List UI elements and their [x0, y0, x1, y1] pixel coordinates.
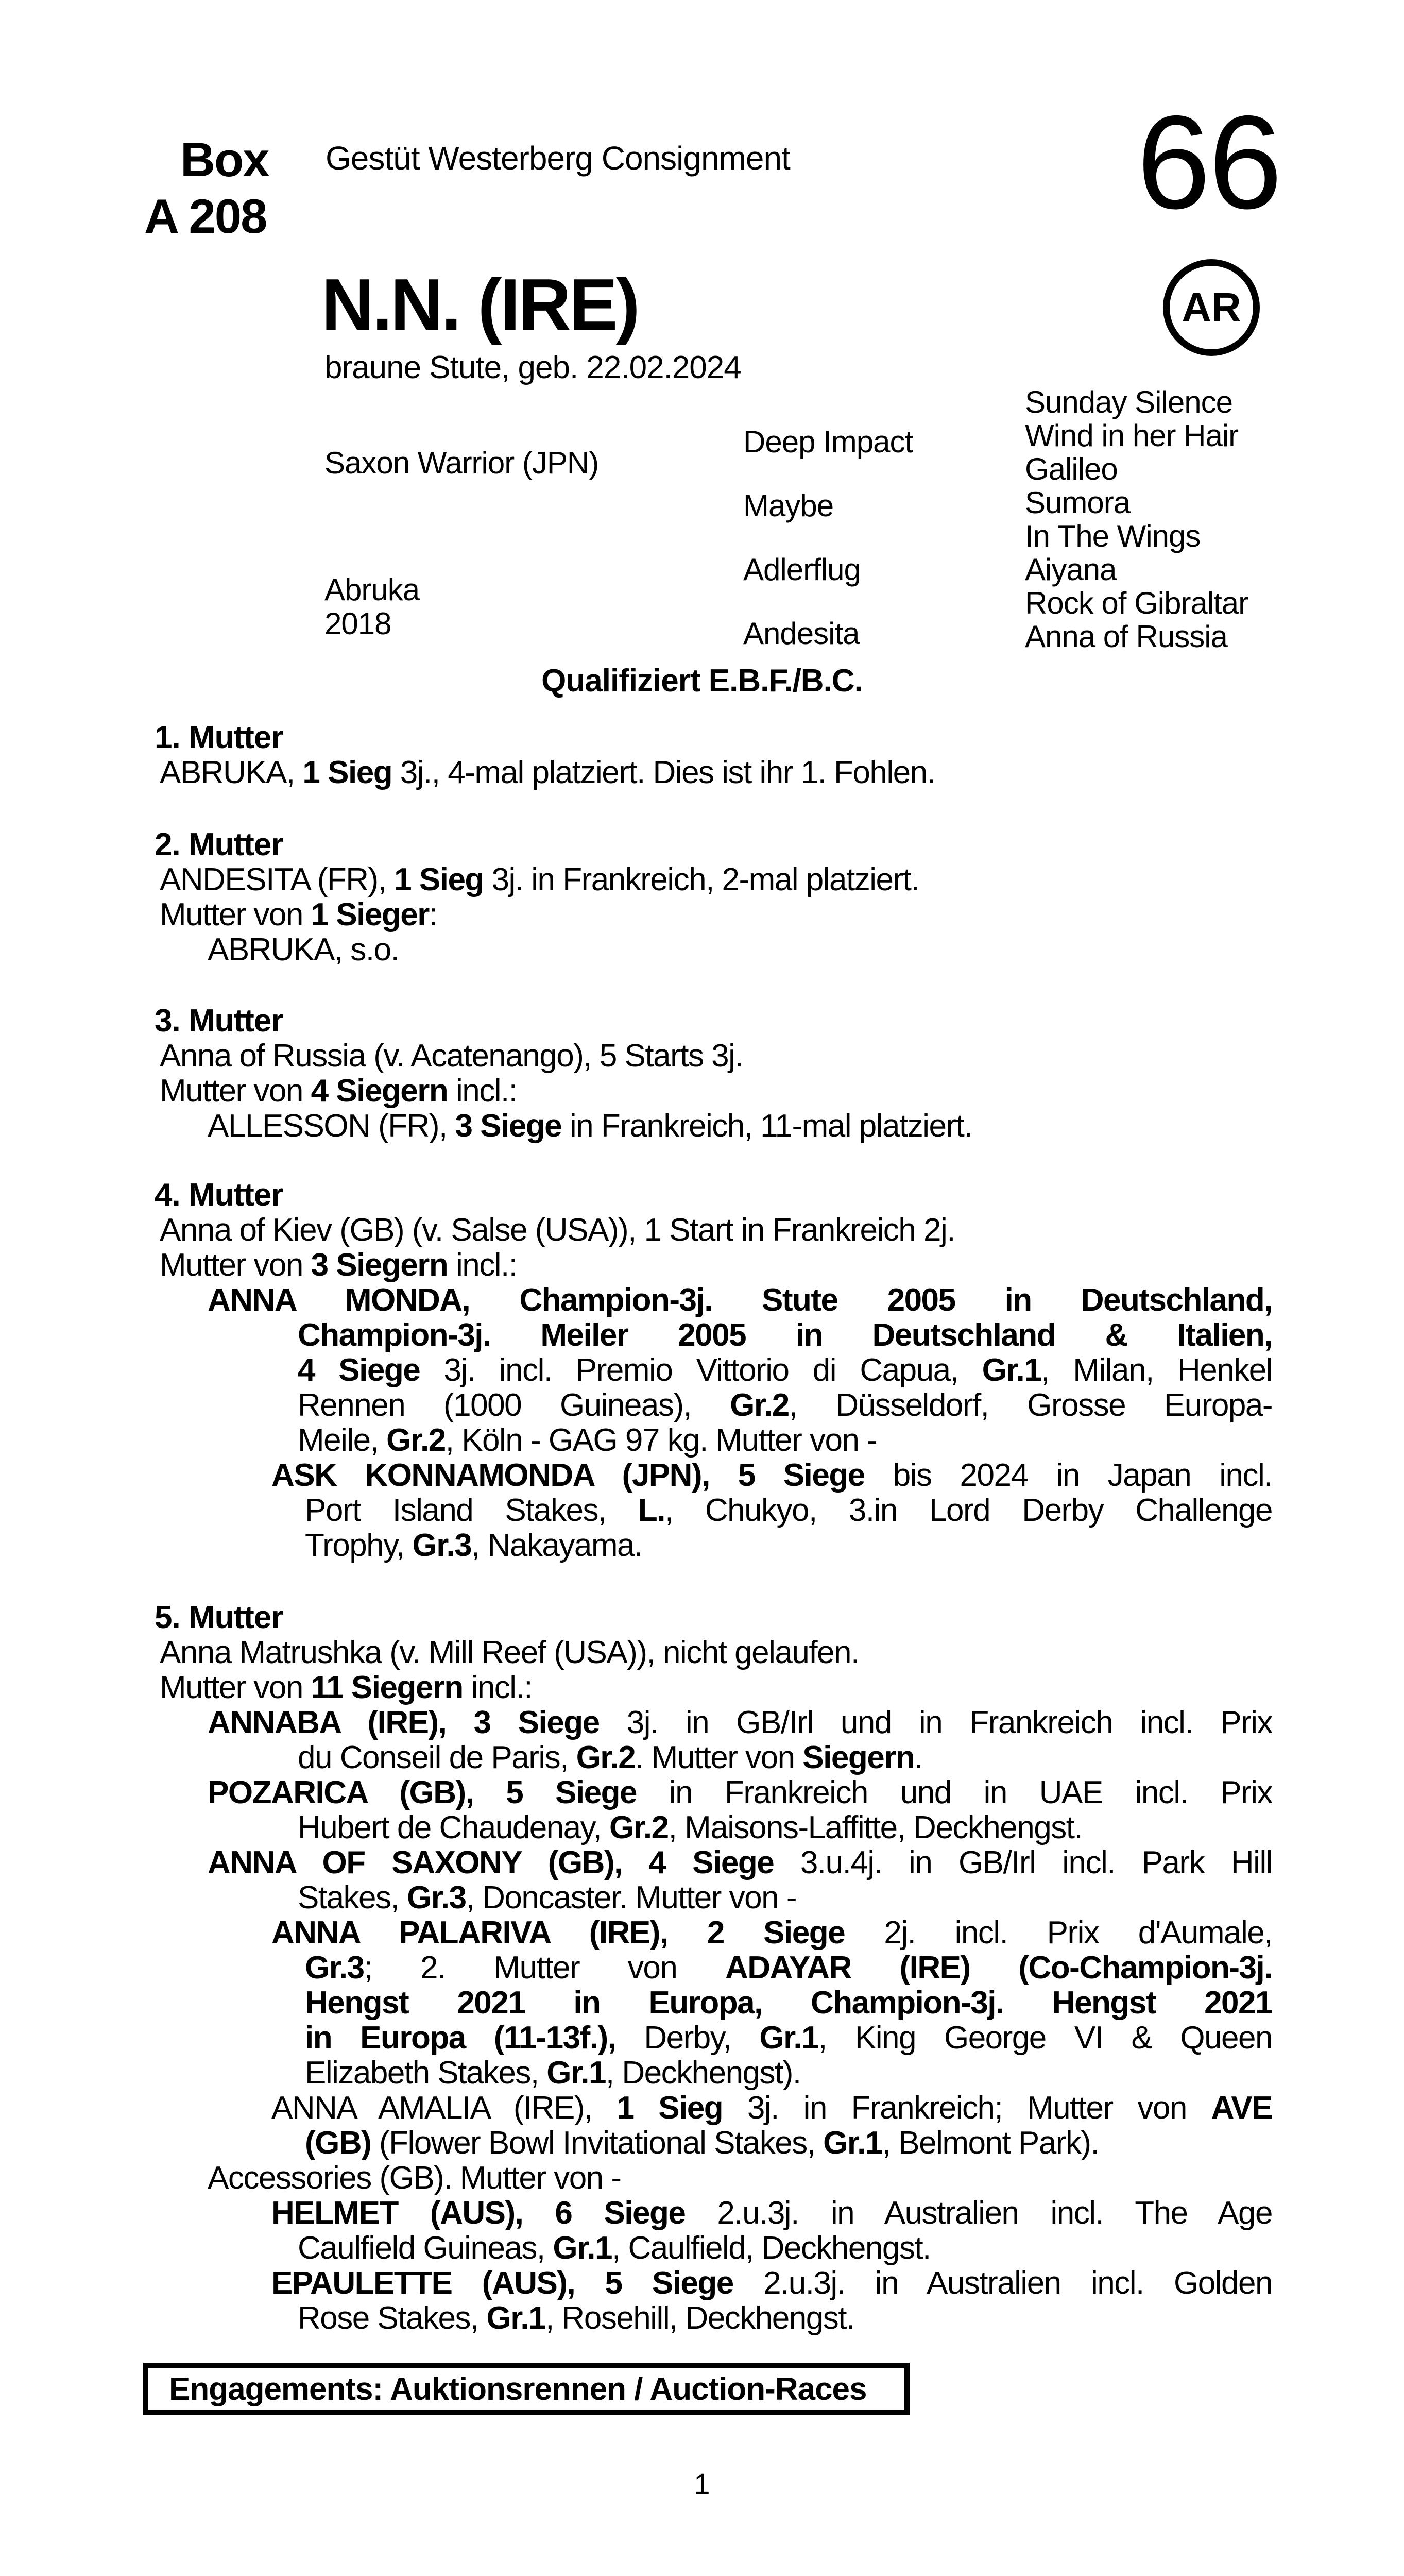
text: (Flower Bowl Invitational Stakes,: [371, 2125, 824, 2161]
pedigree-entry: Anna of Russia: [1025, 619, 1227, 654]
bold-text: ANNA OF SAXONY (GB), 4 Siege: [208, 1845, 774, 1880]
pedigree-entry: Rock of Gibraltar: [1025, 586, 1248, 620]
text: , Maisons-Laffitte, Deckhengst.: [668, 1810, 1083, 1845]
text-line: [298, 1423, 1272, 1458]
text-line: [298, 1318, 1272, 1353]
text: , Belmont Park).: [882, 2125, 1099, 2161]
bold-text: 4 Siegern: [311, 1073, 448, 1109]
bold-text: Gr.1: [982, 1352, 1041, 1388]
text: Anna Matrushka (v. Mill Reef (USA)), nicht gelaufen.: [160, 1635, 859, 1670]
text: :: [429, 897, 437, 933]
pedigree-sire: Saxon Warrior (JPN): [324, 446, 599, 480]
text: , Rosehill, Deckhengst.: [545, 2300, 854, 2336]
pedigree-dam-year: 2018: [324, 606, 391, 641]
text: 3j. in GB/Irl und in Frankreich incl. Prix: [599, 1705, 1273, 1740]
text: Rose Stakes,: [298, 2300, 487, 2336]
engagements-box: [143, 2363, 910, 2415]
pedigree-entry: Sunday Silence: [1025, 385, 1232, 419]
mutter-section-1: [155, 720, 1272, 790]
text-line: [305, 1951, 1272, 1986]
lot-number: 66: [1137, 88, 1280, 236]
text: .: [914, 1740, 922, 1775]
mutter-section-4: [155, 1178, 1272, 1563]
pedigree-gen2-column: [743, 410, 913, 666]
text: incl.:: [463, 1670, 533, 1705]
text: 3.u.4j. in GB/Irl incl. Park Hill: [774, 1845, 1273, 1880]
text-line: [305, 1493, 1272, 1528]
text: . Mutter von: [635, 1740, 803, 1775]
pedigree-entry: In The Wings: [1025, 519, 1201, 553]
text-line: [271, 2091, 1272, 2126]
text: Anna of Russia (v. Acatenango), 5 Starts 3j.: [160, 1038, 743, 1074]
bold-text: 1 Sieg: [302, 755, 392, 790]
text: Anna of Kiev (GB) (v. Salse (USA)), 1 Start in Frankreich 2j.: [160, 1212, 955, 1248]
text: bis 2024 in Japan incl.: [864, 1458, 1272, 1493]
bold-text: 11 Siegern: [311, 1670, 463, 1705]
brand-mark-circle: [1163, 259, 1260, 356]
bold-text: Gr.1: [553, 2230, 612, 2266]
mutter-section-5: [155, 1600, 1272, 2336]
text-line: [160, 1213, 1272, 1248]
bold-text: AVE: [1211, 2090, 1272, 2126]
text-line: [305, 2056, 1272, 2091]
pedigree-entry: Wind in her Hair: [1025, 418, 1239, 453]
text: Derby,: [615, 2020, 760, 2056]
bold-text: in Europa (11-13f.),: [305, 2020, 616, 2056]
text-line: [305, 2126, 1272, 2161]
text: 2.u.3j. in Australien incl. Golden: [733, 2265, 1272, 2301]
section-heading: 2. Mutter: [155, 827, 283, 862]
bold-text: ANNA PALARIVA (IRE), 2 Siege: [271, 1915, 845, 1951]
page-number: 1: [694, 2467, 710, 2500]
text-line: [160, 1074, 1272, 1109]
text: 2.u.3j. in Australien incl. The Age: [685, 2195, 1272, 2231]
text: incl.:: [448, 1073, 517, 1109]
bold-text: 3 Siege: [455, 1108, 562, 1144]
bold-text: Champion-3j. Meiler 2005 in Deutschland & Italien,: [298, 1317, 1272, 1353]
bold-text: 1 Sieg: [617, 2090, 723, 2126]
text: , Deckhengst).: [605, 2055, 801, 2091]
text-line: [298, 2231, 1272, 2266]
text-line: [160, 1635, 1272, 1670]
text: ANNA AMALIA (IRE),: [271, 2090, 617, 2126]
text-line: [160, 755, 1272, 790]
text: Elizabeth Stakes,: [305, 2055, 547, 2091]
text-line: [271, 1916, 1272, 1951]
bold-text: Gr.2: [386, 1422, 446, 1458]
pedigree-entry: Adlerflug: [743, 552, 861, 587]
text: ANDESITA (FR),: [160, 862, 395, 897]
brand-mark-text: AR: [1182, 284, 1241, 330]
bold-text: Gr.3: [305, 1950, 364, 1986]
text-line: [298, 1388, 1272, 1423]
text: , Köln - GAG 97 kg. Mutter von -: [445, 1422, 877, 1458]
section-heading: 1. Mutter: [155, 720, 283, 755]
text: , Nakayama.: [471, 1528, 642, 1563]
text-line: [271, 1458, 1272, 1493]
text-line: [298, 1740, 1272, 1775]
bold-text: HELMET (AUS), 6 Siege: [271, 2195, 686, 2231]
text: , Chukyo, 3.in Lord Derby Challenge: [664, 1493, 1272, 1528]
section-heading: 5. Mutter: [155, 1600, 283, 1635]
text: 3j. in Frankreich, 2-mal platziert.: [483, 862, 919, 897]
text-line: [208, 1845, 1272, 1880]
mutter-section-3: [155, 1004, 1272, 1144]
bold-text: Gr.1: [759, 2020, 819, 2056]
text: Hubert de Chaudenay,: [298, 1810, 609, 1845]
pedigree-entry: Galileo: [1025, 452, 1118, 486]
bold-text: (GB): [305, 2125, 371, 2161]
text: in Frankreich und in UAE incl. Prix: [637, 1775, 1272, 1810]
text-line: [208, 933, 1272, 968]
section-heading: 3. Mutter: [155, 1003, 283, 1039]
bold-text: L.: [638, 1493, 665, 1528]
text: Accessories (GB). Mutter von -: [208, 2160, 621, 2196]
horse-description: braune Stute, geb. 22.02.2024: [324, 350, 741, 385]
bold-text: 1 Sieg: [394, 862, 484, 897]
text: , Düsseldorf, Grosse Europa-: [789, 1387, 1272, 1423]
text-line: [271, 2266, 1272, 2301]
pedigree-entry: Andesita: [743, 616, 860, 651]
qualification-note: Qualifiziert E.B.F./B.C.: [541, 663, 863, 699]
bold-text: Gr.1: [546, 2055, 606, 2091]
box-number: A 208: [144, 189, 267, 243]
bold-text: 1 Sieger: [311, 897, 429, 933]
text: Mutter von: [160, 897, 311, 933]
section-heading: 4. Mutter: [155, 1177, 283, 1213]
bold-text: ASK KONNAMONDA (JPN), 5 Siege: [271, 1458, 865, 1493]
text-line: [208, 2161, 1272, 2196]
mutter-section-2: [155, 827, 1272, 968]
bold-text: ANNABA (IRE), 3 Siege: [208, 1705, 600, 1740]
text: ABRUKA,: [160, 755, 303, 790]
text: incl.:: [448, 1247, 517, 1283]
bold-text: 4 Siege: [298, 1352, 420, 1388]
text-line: [271, 2196, 1272, 2231]
text-line: [160, 1670, 1272, 1705]
text: Port Island Stakes,: [305, 1493, 638, 1528]
consignor-name: Gestüt Westerberg Consignment: [326, 140, 790, 177]
text-line: [160, 1248, 1272, 1283]
text-line: [298, 1810, 1272, 1845]
text-line: [208, 1109, 1272, 1144]
bold-text: Gr.2: [730, 1387, 789, 1423]
bold-text: Gr.1: [823, 2125, 882, 2161]
bold-text: Gr.1: [486, 2300, 546, 2336]
bold-text: Gr.3: [412, 1528, 472, 1563]
text: ; 2. Mutter von: [364, 1950, 725, 1986]
bold-text: Gr.3: [407, 1880, 466, 1916]
pedigree-entry: Deep Impact: [743, 425, 913, 459]
bold-text: Gr.2: [576, 1740, 636, 1775]
text: Stakes,: [298, 1880, 407, 1916]
pedigree-entry: Aiyana: [1025, 552, 1117, 587]
text-line: [298, 1353, 1272, 1388]
text: , King George VI & Queen: [818, 2020, 1272, 2056]
box-label: Box: [180, 132, 269, 187]
text: Mutter von: [160, 1670, 311, 1705]
text: ABRUKA, s.o.: [208, 932, 399, 968]
text-line: [298, 1880, 1272, 1916]
text: Mutter von: [160, 1073, 311, 1109]
text: 3j., 4-mal platziert. Dies ist ihr 1. Fohlen.: [392, 755, 935, 790]
text: , Caulfield, Deckhengst.: [612, 2230, 931, 2266]
text: Mutter von: [160, 1247, 311, 1283]
engagements-text: Engagements: Auktionsrennen / Auction-Races: [169, 2371, 867, 2407]
text-line: [298, 2301, 1272, 2336]
text: Rennen (1000 Guineas),: [298, 1387, 730, 1423]
text-line: [305, 1986, 1272, 2021]
text: 2j. incl. Prix d'Aumale,: [845, 1915, 1272, 1951]
bold-text: ADAYAR (IRE) (Co-Champion-3j.: [725, 1950, 1272, 1986]
bold-text: Hengst 2021 in Europa, Champion-3j. Hengst 2021: [305, 1985, 1272, 2021]
bold-text: EPAULETTE (AUS), 5 Siege: [271, 2265, 733, 2301]
text: , Milan, Henkel: [1041, 1352, 1272, 1388]
text: , Doncaster. Mutter von -: [466, 1880, 796, 1916]
bold-text: ANNA MONDA, Champion-3j. Stute 2005 in Deutschland,: [208, 1282, 1272, 1318]
bold-text: Gr.2: [609, 1810, 669, 1845]
text: Meile,: [298, 1422, 387, 1458]
text-line: [208, 1775, 1272, 1810]
text: 3j. in Frankreich; Mutter von: [723, 2090, 1211, 2126]
pedigree-entry: Maybe: [743, 488, 834, 523]
text-line: [160, 897, 1272, 933]
bold-text: 3 Siegern: [311, 1247, 448, 1283]
text-line: [160, 862, 1272, 897]
text-line: [208, 1283, 1272, 1318]
text: ALLESSON (FR),: [208, 1108, 455, 1144]
text: du Conseil de Paris,: [298, 1740, 576, 1775]
text-line: [305, 2021, 1272, 2056]
text: 3j. incl. Premio Vittorio di Capua,: [420, 1352, 982, 1388]
text-line: [160, 1039, 1272, 1074]
text: Trophy,: [305, 1528, 413, 1563]
horse-name: N.N. (IRE): [321, 264, 638, 346]
text: in Frankreich, 11-mal platziert.: [561, 1108, 972, 1144]
text-line: [305, 1528, 1272, 1563]
bold-text: POZARICA (GB), 5 Siege: [208, 1775, 637, 1810]
pedigree-gen3-column: [1025, 385, 1248, 653]
pedigree-entry: Sumora: [1025, 485, 1131, 520]
text: Caulfield Guineas,: [298, 2230, 553, 2266]
text-line: [208, 1705, 1272, 1740]
bold-text: Siegern: [802, 1740, 915, 1775]
pedigree-dam: Abruka: [324, 572, 420, 607]
